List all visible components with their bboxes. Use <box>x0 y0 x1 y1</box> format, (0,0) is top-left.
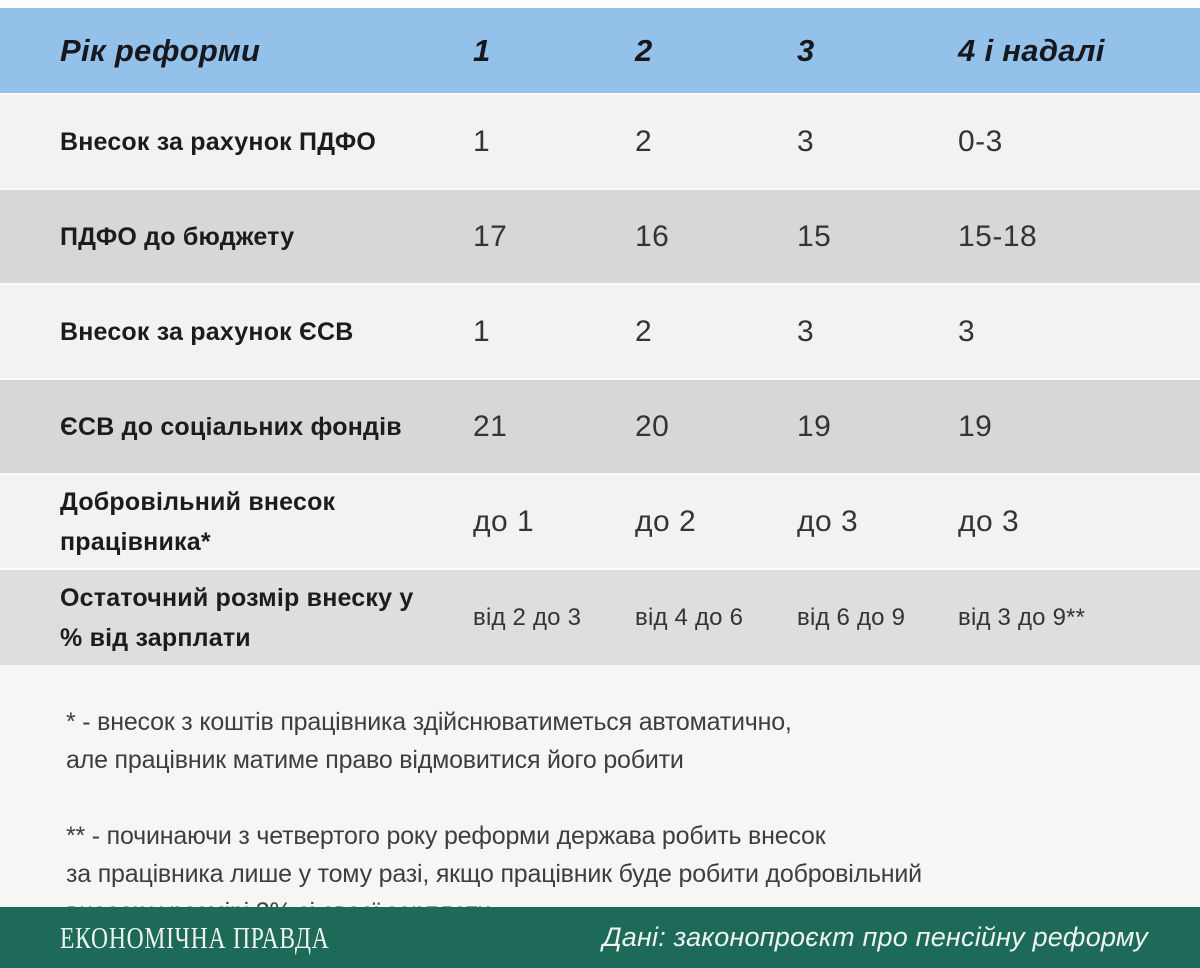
table-cell: 2 <box>635 314 653 348</box>
row-label: Внесок за рахунок ЄСВ <box>60 317 354 346</box>
table-cell: 21 <box>473 409 508 443</box>
table-cell: до 3 <box>797 504 859 538</box>
table-cell: 3 <box>797 124 815 158</box>
row-label: Добровільний внесок працівника* <box>60 487 336 556</box>
brand-logo: ЕКОНОМІЧНА ПРАВДА <box>60 919 330 955</box>
table-cell: 1 <box>473 124 491 158</box>
column-header-year-4plus: 4 і надалі <box>958 32 1105 68</box>
table-cell: 0-3 <box>958 124 1003 158</box>
table-cell: 15-18 <box>958 219 1038 253</box>
table-cell: 19 <box>958 409 993 443</box>
footer-bar <box>0 907 1200 968</box>
column-header-year-1: 1 <box>473 32 491 68</box>
table-cell: 15 <box>797 219 832 253</box>
table-header-row <box>0 8 1200 95</box>
footnote-line: ** - починаючи з четвертого року реформи держава робить внесок <box>66 822 826 850</box>
table-row <box>0 190 1200 285</box>
row-label: ЄСВ до соціальних фондів <box>60 412 402 441</box>
footnotes-section <box>0 665 1200 907</box>
table-row <box>0 475 1200 570</box>
table-row <box>0 570 1200 665</box>
table-cell: від 4 до 6 <box>635 603 744 631</box>
table-row <box>0 285 1200 380</box>
table-cell: 3 <box>958 314 976 348</box>
table-cell: 17 <box>473 219 508 253</box>
table-cell: від 2 до 3 <box>473 603 582 631</box>
table-cell: 1 <box>473 314 491 348</box>
table-row <box>0 95 1200 190</box>
footnote-line: але працівник матиме право відмовитися його робити <box>66 746 684 774</box>
corner-label: Рік реформи <box>60 32 261 68</box>
column-header-year-2: 2 <box>635 32 653 68</box>
row-label: Остаточний розмір внеску у % від зарплати <box>60 583 414 652</box>
table-cell: від 3 до 9** <box>958 603 1086 631</box>
footnote-line: за працівника лише у тому разі, якщо працівник буде робити добровільний <box>66 860 922 888</box>
row-label: ПДФО до бюджету <box>60 222 295 251</box>
table-cell: 2 <box>635 124 653 158</box>
table-cell: до 1 <box>473 504 535 538</box>
table-cell: до 2 <box>635 504 697 538</box>
data-source-note: Дані: законопроєкт про пенсійну реформу <box>602 922 1148 952</box>
table-cell: 3 <box>797 314 815 348</box>
column-header-year-3: 3 <box>797 32 815 68</box>
footnote-asterisk <box>66 703 1160 779</box>
table-cell: 16 <box>635 219 670 253</box>
table-cell: 19 <box>797 409 832 443</box>
row-label: Внесок за рахунок ПДФО <box>60 127 377 156</box>
table-cell: від 6 до 9 <box>797 603 906 631</box>
footnote-line: * - внесок з коштів працівника здійснюватиметься автоматично, <box>66 708 792 736</box>
table-row <box>0 380 1200 475</box>
table-cell: до 3 <box>958 504 1020 538</box>
table-cell: 20 <box>635 409 670 443</box>
